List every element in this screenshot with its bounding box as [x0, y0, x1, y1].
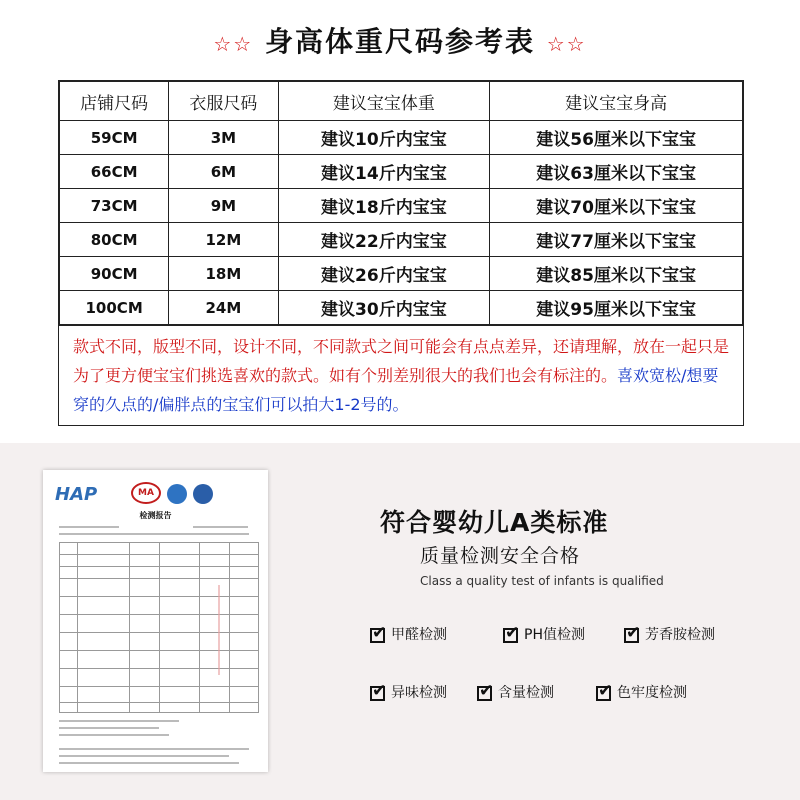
- check-item: [596, 682, 687, 702]
- checkbox-icon: [624, 628, 639, 643]
- check-item: [503, 624, 585, 644]
- star-icon: ☆☆: [546, 32, 587, 56]
- cell-clothes-size: 6M: [169, 155, 278, 189]
- header-shop-size: 店铺尺码: [60, 82, 169, 121]
- cell-weight: 建议26斤内宝宝: [278, 257, 490, 291]
- checkbox-icon: [503, 628, 518, 643]
- cell-shop-size: 80CM: [60, 223, 169, 257]
- cell-height: 建议77厘米以下宝宝: [490, 223, 743, 257]
- cell-height: 建议63厘米以下宝宝: [490, 155, 743, 189]
- hap-logo: HAP: [55, 484, 98, 505]
- table-row: [60, 121, 743, 155]
- cell-weight: 建议14斤内宝宝: [278, 155, 490, 189]
- ma-logo: MA: [131, 482, 161, 504]
- title-text: 身高体重尺码参考表: [264, 25, 535, 58]
- cell-shop-size: 59CM: [60, 121, 169, 155]
- cell-shop-size: 90CM: [60, 257, 169, 291]
- cnas-logo: [193, 484, 213, 504]
- cell-height: 建议56厘米以下宝宝: [490, 121, 743, 155]
- table-row: [60, 223, 743, 257]
- cell-height: 建议95厘米以下宝宝: [490, 291, 743, 325]
- cell-shop-size: 100CM: [60, 291, 169, 325]
- table-row: [60, 257, 743, 291]
- cell-shop-size: 73CM: [60, 189, 169, 223]
- check-label: 甲醛检测: [391, 627, 447, 643]
- check-item: [477, 682, 554, 702]
- cell-weight: 建议22斤内宝宝: [278, 223, 490, 257]
- report-heading: 检测报告: [139, 511, 172, 520]
- cell-height: 建议85厘米以下宝宝: [490, 257, 743, 291]
- size-table: [58, 80, 744, 426]
- cell-shop-size: 66CM: [60, 155, 169, 189]
- cell-clothes-size: 12M: [169, 223, 278, 257]
- cell-clothes-size: 18M: [169, 257, 278, 291]
- page-title: [0, 20, 800, 60]
- star-icon: ☆☆: [213, 32, 254, 56]
- checkbox-icon: [477, 686, 492, 701]
- checkbox-icon: [370, 628, 385, 643]
- report-stamp: [218, 585, 260, 675]
- quality-subtitle: 质量检测安全合格: [420, 545, 581, 567]
- check-item: [370, 624, 447, 644]
- header-weight: 建议宝宝体重: [278, 82, 490, 121]
- header-height: 建议宝宝身高: [490, 82, 743, 121]
- cell-weight: 建议30斤内宝宝: [278, 291, 490, 325]
- table-row: [60, 155, 743, 189]
- cell-clothes-size: 3M: [169, 121, 278, 155]
- check-item: [370, 682, 447, 702]
- certification-logo: [167, 484, 187, 504]
- note-red-text: 款式不同，版型不同，设计不同，不同款式之间可能会有点点差异，还请理解，放在一起只是为了更方便宝宝们挑选喜欢的款式。如有个别差别很大的我们也会有标注的。: [73, 337, 730, 385]
- quality-english: Class a quality test of infants is qualified: [420, 574, 664, 588]
- check-label: 异味检测: [391, 685, 447, 701]
- size-note: [59, 325, 743, 425]
- cell-clothes-size: 9M: [169, 189, 278, 223]
- cell-weight: 建议18斤内宝宝: [278, 189, 490, 223]
- check-label: PH值检测: [524, 627, 585, 643]
- checkbox-icon: [370, 686, 385, 701]
- quality-title: 符合婴幼儿A类标准: [380, 508, 609, 537]
- check-label: 含量检测: [498, 685, 554, 701]
- check-label: 色牢度检测: [617, 685, 687, 701]
- cell-clothes-size: 24M: [169, 291, 278, 325]
- cell-weight: 建议10斤内宝宝: [278, 121, 490, 155]
- checkbox-icon: [596, 686, 611, 701]
- table-row: [60, 291, 743, 325]
- test-report-image: [43, 470, 268, 772]
- cell-height: 建议70厘米以下宝宝: [490, 189, 743, 223]
- check-label: 芳香胺检测: [645, 627, 715, 643]
- check-item: [624, 624, 715, 644]
- note-blue-text: 喜欢宽松/想要穿的久点的/偏胖点的宝宝们可以拍大1-2号的。: [73, 366, 719, 414]
- table-row: [60, 189, 743, 223]
- header-clothes-size: 衣服尺码: [169, 82, 278, 121]
